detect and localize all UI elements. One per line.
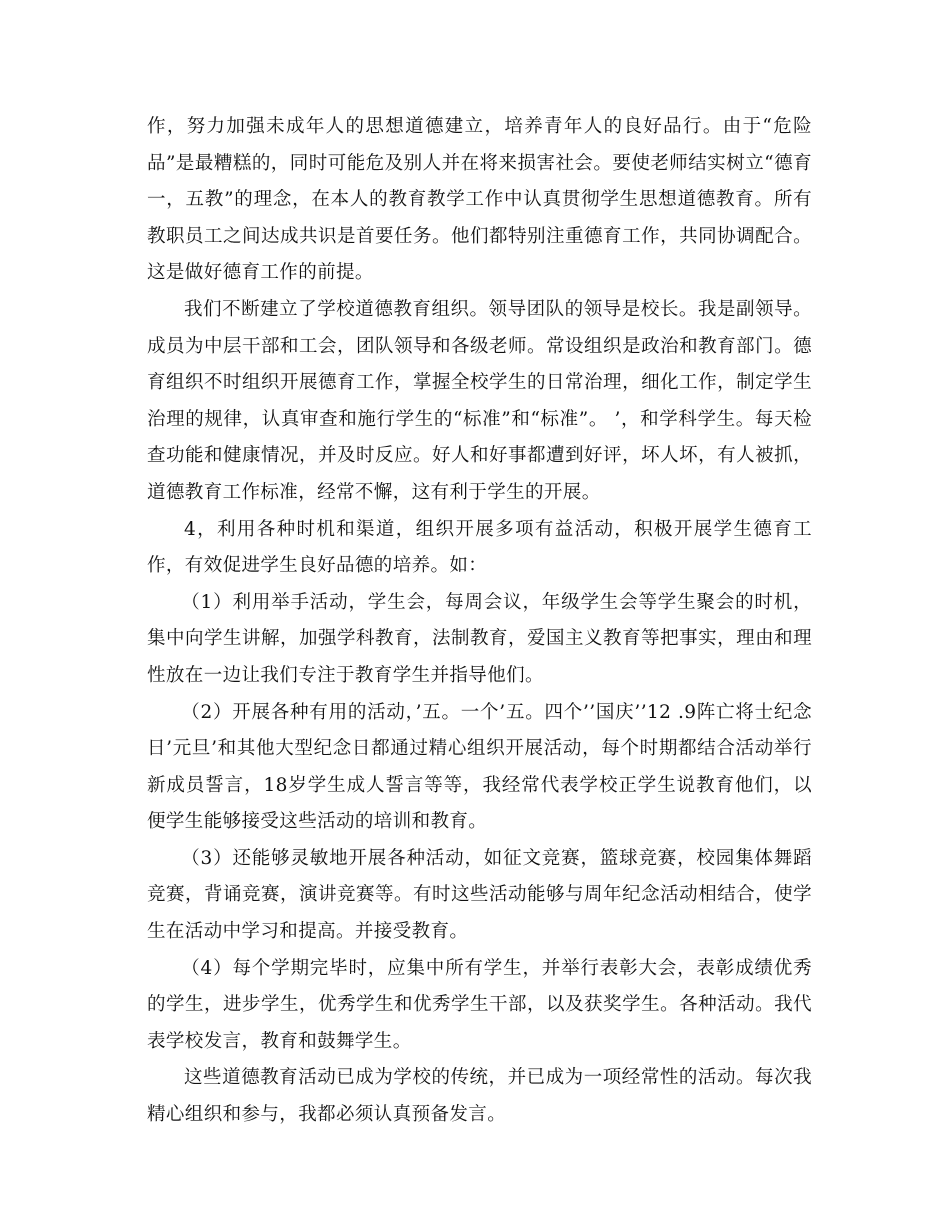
paragraph-item-4: （4）每个学期完毕时，应集中所有学生，并举行表彰大会，表彰成绩优秀的学生，进步学生，优秀学生和优秀学生干部，以及获奖学生。各种活动。我代表学校发言，教育和鼓舞学生。: [147, 957, 812, 1052]
paragraph-item-1: （1）利用举手活动，学生会，每周会议，年级学生会等学生聚会的时机，集中向学生讲解，加强学科教育，法制教育，爱国主义教育等把事实，理由和理性放在一边让我们专注于教育学生并指导他们。: [147, 591, 812, 686]
document-body: [147, 109, 812, 1134]
paragraph-intro-continuation: 作，努力加强未成年人的思想道德建立，培养青年人的良好品行。由于“危险品”是最糟糕的，同时可能危及别人并在将来损害社会。要使老师结实树立“德育一，五教”的理念，在本人的教育教学工作中认真贯彻学生思想道德教育。所有教职员工之间达成共识是首要任务。他们都特别注重德育工作，共同协调配合。这是做好德育工作的前提。: [147, 116, 812, 284]
paragraph-item-3: （3）还能够灵敏地开展各种活动，如征文竞赛，篮球竞赛，校园集体舞蹈竞赛，背诵竞赛，演讲竞赛等。有时这些活动能够与周年纪念活动相结合，使学生在活动中学习和提高。并接受教育。: [147, 847, 812, 943]
paragraph-conclusion: 这些道德教育活动已成为学校的传统，并已成为一项经常性的活动。每次我精心组织和参与，我都必须认真预备发言。: [147, 1067, 812, 1126]
paragraph-item-2: （2）开展各种有用的活动，’五。一个’五。四个’’国庆’’12 .9阵亡将士纪念日’元旦’和其他大型纪念日都通过精心组织开展活动，每个时期都结合活动举行新成员誓言，18岁学生成人誓言等等，我经常代表学校正学生说教育他们，以便学生能够接受这些活动的培训和教育。: [147, 701, 812, 833]
paragraph-organization: 我们不断建立了学校道德教育组织。领导团队的领导是校长。我是副领导。成员为中层干部和工会，团队领导和各级老师。常设组织是政治和教育部门。德育组织不时组织开展德育工作，掌握全校学生的日常治理，细化工作，制定学生治理的规律，认真审查和施行学生的“标准”和“标准”。 ’，和学科学生。每天检查功能和健康情况，并及时反应。好人和好事都遭到好评，坏人坏，有人被抓，道德教育工作标准，经常不懈，这有利于学生的开展。: [147, 298, 812, 503]
paragraph-point-4: 4，利用各种时机和渠道，组织开展多项有益活动，积极开展学生德育工作，有效促进学生良好品德的培养。如：: [147, 518, 812, 577]
